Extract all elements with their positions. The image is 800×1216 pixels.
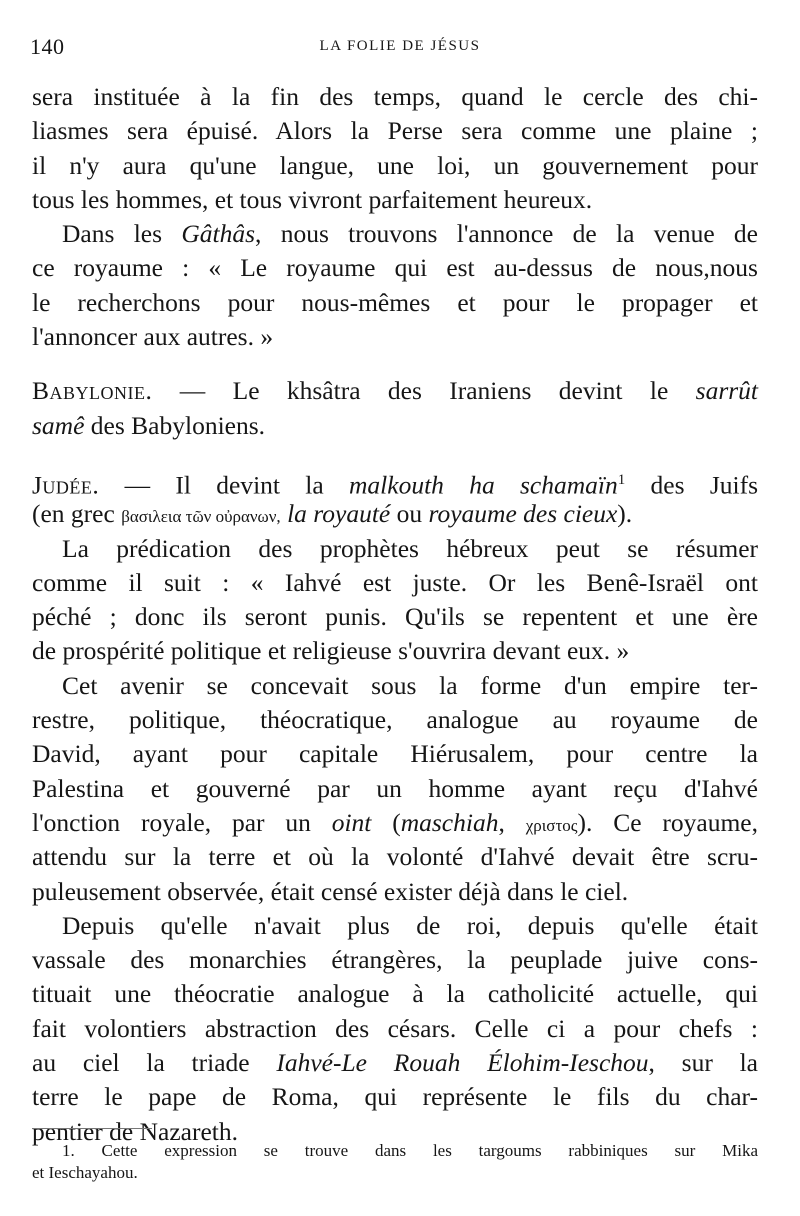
page-header <box>30 34 770 62</box>
text-line <box>32 409 758 443</box>
paragraph-1 <box>32 80 758 217</box>
text-line <box>32 463 759 500</box>
text-line: La prédication des prophètes hébreux peut se résumer <box>62 533 758 563</box>
text-line <box>32 217 758 251</box>
italic-term: la royauté <box>287 499 391 529</box>
italic-term: samê <box>32 410 85 440</box>
italic-term: royaume des cieux <box>428 499 618 529</box>
page-number: 140 <box>30 34 65 59</box>
greek-text: χριστος <box>525 815 578 835</box>
text-span: l'onction royale, par un <box>32 807 332 837</box>
paragraph-2 <box>32 217 758 354</box>
footnote-line: 1. Cette expression se trouve dans les targoums rabbiniques sur Mika <box>62 1141 758 1160</box>
section-label: Babylonie. <box>32 376 153 406</box>
text-line: terre le pape de Roma, qui représente le fils du char- <box>32 1082 758 1112</box>
italic-term: malkouth ha schamaïn <box>349 470 618 500</box>
text-line <box>32 497 758 531</box>
footnote-divider <box>32 1128 152 1129</box>
text-line: de prospérité politique et religieuse s'ouvrira devant eux. » <box>32 636 630 666</box>
text-span: ( <box>371 807 401 837</box>
footnote <box>32 1140 758 1184</box>
text-line: Palestina et gouverné par un homme ayant reçu d'Iahvé <box>32 773 758 803</box>
text-line <box>32 374 758 408</box>
text-span: ou <box>390 499 429 529</box>
section-gap <box>32 354 758 374</box>
text-line: David, ayant pour capitale Hiérusalem, pour centre la <box>32 739 758 769</box>
text-line: sera instituée à la fin des temps, quand le cercle des chi- <box>32 82 758 111</box>
text-span: , <box>498 807 526 837</box>
text-line: péché ; donc ils seront punis. Qu'ils se repentent et une ère <box>32 602 758 632</box>
text-line: l'annoncer aux autres. » <box>32 322 274 352</box>
italic-term: Iahvé-Le Rouah Élohim-Ieschou <box>276 1048 649 1078</box>
text-line: le recherchons pour nous-mêmes et pour le propager et <box>32 287 758 317</box>
text-line <box>32 1046 758 1080</box>
italic-term: sarrût <box>695 376 758 406</box>
paragraph-judee <box>32 463 758 532</box>
text-line: attendu sur la terre et où la volonté d'Iahvé devait être scru- <box>32 842 758 872</box>
section-label: Judée. <box>32 470 100 500</box>
text-line: ce royaume : « Le royaume qui est au-dessus de nous,nous <box>32 253 758 283</box>
text-span: — Il devint la <box>99 470 349 500</box>
italic-term: Gâthâs <box>181 219 256 249</box>
text-line: tituait une théocratie analogue à la catholicité actuelle, qui <box>32 979 758 1009</box>
text-span: ). Ce royaume, <box>577 807 758 837</box>
text-span: au ciel la triade <box>32 1048 277 1078</box>
section-gap <box>32 443 758 463</box>
footnote-line: et Ieschayahou. <box>32 1163 138 1182</box>
text-line: Cet avenir se concevait sous la forme d'un empire ter- <box>62 670 758 700</box>
text-span: (en grec <box>32 499 122 529</box>
text-line: il n'y aura qu'une langue, une loi, un gouvernement pour <box>32 150 758 180</box>
text-span: des Babyloniens. <box>84 410 266 440</box>
text-span: , sur la <box>648 1048 758 1078</box>
text-line: vassale des monarchies étrangères, la peuplade juive cons- <box>32 945 758 975</box>
text-span: — Le khsâtra des Iraniens devint le <box>152 376 696 406</box>
italic-term: oint <box>331 807 372 837</box>
text-line: comme il suit : « Iahvé est juste. Or les Benê-Israël ont <box>32 567 758 597</box>
text-span: , nous trouvons l'annonce de la venue de <box>255 219 759 249</box>
text-line: tous les hommes, et tous vivront parfaitement heureux. <box>32 184 593 214</box>
text-line: liasmes sera épuisé. Alors la Perse sera comme une plaine ; <box>32 116 758 146</box>
italic-term: maschiah <box>400 807 499 837</box>
text-span: des Juifs <box>625 470 759 500</box>
footnote-reference: 1 <box>617 471 626 488</box>
text-span: Dans les <box>62 219 182 249</box>
greek-text: βασιλεια τῶν οὐρανων, <box>121 507 281 527</box>
paragraph-babylonie <box>32 374 758 443</box>
text-span: ). <box>617 499 633 529</box>
text-line: puleusement observée, était censé exister déjà dans le ciel. <box>32 876 629 906</box>
text-line: Depuis qu'elle n'avait plus de roi, depuis qu'elle était <box>62 910 758 940</box>
paragraph-6 <box>32 669 758 909</box>
text-line: restre, politique, théocratique, analogue au royaume de <box>32 705 758 735</box>
paragraph-5 <box>32 532 758 669</box>
body-text <box>32 80 758 1149</box>
running-title: LA FOLIE DE JÉSUS <box>319 38 481 54</box>
text-line: fait volontiers abstraction des césars. Celle ci a pour chefs : <box>32 1013 758 1043</box>
text-line: pentier de Nazareth. <box>32 1116 239 1146</box>
paragraph-7 <box>32 909 758 1149</box>
text-line <box>32 806 758 840</box>
